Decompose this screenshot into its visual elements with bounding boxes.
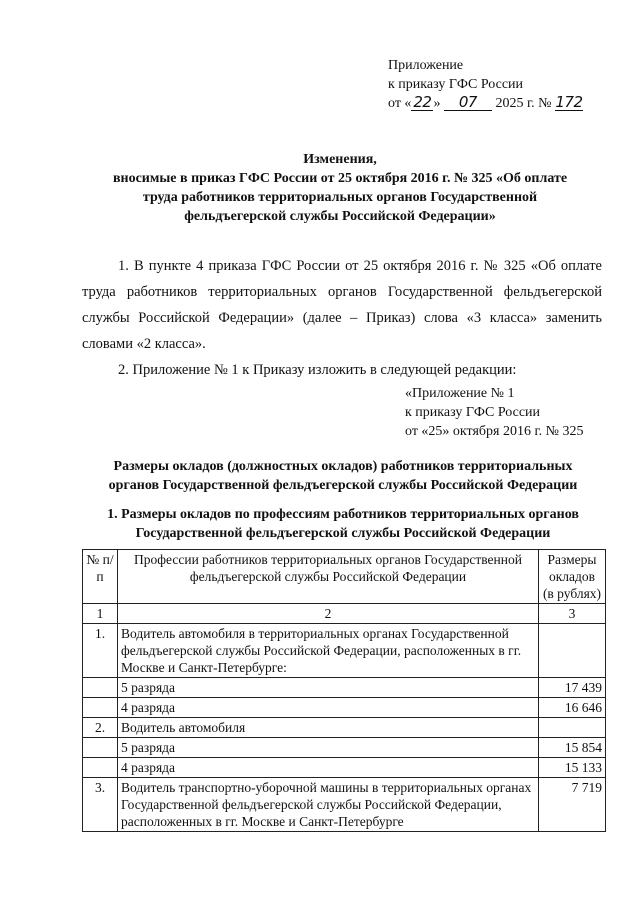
row-profession: 4 разряда	[118, 758, 539, 778]
section-title-line-1: Размеры окладов (должностных окладов) работников территориальных	[113, 459, 573, 474]
document-title	[70, 150, 610, 226]
row-number: 2.	[83, 718, 118, 738]
new-appendix-block	[405, 384, 584, 441]
row-salary	[539, 718, 606, 738]
row-salary: 17 439	[539, 678, 606, 698]
subsection-title-line-1: 1. Размеры окладов по профессиям работников территориальных органов	[107, 507, 579, 522]
table-row	[83, 758, 606, 778]
table-row	[83, 698, 606, 718]
row-profession: 4 разряда	[118, 698, 539, 718]
appendix-day: 22	[413, 93, 432, 111]
appendix-date-line	[388, 94, 583, 113]
header-number: № п/п	[83, 550, 118, 604]
new-appendix-line-1: «Приложение № 1	[405, 386, 515, 401]
appendix-quote-close: »	[433, 96, 441, 111]
row-number	[83, 698, 118, 718]
table-row	[83, 738, 606, 758]
row-number: 1.	[83, 624, 118, 678]
row-number	[83, 738, 118, 758]
header-salary: Размеры окладов (в рублях)	[539, 550, 606, 604]
header-profession: Профессии работников территориальных органов Государственной фельдъегерской службы Российской Федерации	[118, 550, 539, 604]
table-row	[83, 778, 606, 832]
section-title-line-2: органов Государственной фельдъегерской службы Российской Федерации	[108, 478, 578, 493]
appendix-number: 172	[555, 93, 583, 111]
appendix-line-1: Приложение	[388, 58, 464, 73]
row-profession: Водитель автомобиля в территориальных органах Государственной фельдъегерской службы Российской Федерации, расположенных в гг. Москве и Санкт-Петербурге:	[118, 624, 539, 678]
paragraph-1	[82, 253, 602, 357]
paragraph-2-text: 2. Приложение № 1 к Приказу изложить в следующей редакции:	[118, 362, 517, 378]
row-profession: 5 разряда	[118, 678, 539, 698]
appendix-from: от «	[388, 96, 412, 111]
appendix-year: 2025 г. №	[495, 96, 552, 111]
table-row	[83, 678, 606, 698]
row-number	[83, 758, 118, 778]
row-profession: Водитель автомобиля	[118, 718, 539, 738]
row-salary: 16 646	[539, 698, 606, 718]
row-salary: 15 133	[539, 758, 606, 778]
appendix-line-2: к приказу ГФС России	[388, 77, 524, 92]
title-line-4: фельдъегерской службы Российской Федерации»	[184, 209, 496, 224]
table-header-row	[83, 550, 606, 604]
row-profession: Водитель транспортно-уборочной машины в территориальных органах Государственной фельдъегерской службы Российской Федерации, расположенных в гг. Москве и Санкт-Петербурге	[118, 778, 539, 832]
row-salary: 7 719	[539, 778, 606, 832]
row-number	[83, 678, 118, 698]
title-line-1: Изменения,	[303, 152, 377, 167]
table-row	[83, 624, 606, 678]
row-salary: 15 854	[539, 738, 606, 758]
appendix-month: 07	[444, 94, 492, 111]
new-appendix-line-3: от «25» октября 2016 г. № 325	[405, 424, 584, 439]
title-line-2: вносимые в приказ ГФС России от 25 октября 2016 г. № 325 «Об оплате	[112, 171, 568, 186]
paragraph-1-text: 1. В пункте 4 приказа ГФС России от 25 октября 2016 г. № 325 «Об оплате труда работников территориальных органов Государственной фельдъегерской службы Российской Федерации» (далее – Приказ) слова «3 класса» заменить словами «2 класса».	[82, 258, 602, 352]
new-appendix-line-2: к приказу ГФС России	[405, 405, 541, 420]
salary-table	[82, 549, 606, 832]
paragraph-2	[82, 357, 602, 383]
section-title	[78, 457, 608, 495]
row-salary	[539, 624, 606, 678]
table-row	[83, 718, 606, 738]
subsection-title-line-2: Государственной фельдъегерской службы Российской Федерации	[135, 526, 551, 541]
title-line-3: труда работников территориальных органов Государственной	[142, 190, 538, 205]
table-index-row	[83, 604, 606, 624]
index-col-3: 3	[539, 604, 606, 624]
row-profession: 5 разряда	[118, 738, 539, 758]
subsection-title	[78, 505, 608, 543]
appendix-block	[388, 56, 583, 113]
row-number: 3.	[83, 778, 118, 832]
index-col-1: 1	[83, 604, 118, 624]
index-col-2: 2	[118, 604, 539, 624]
